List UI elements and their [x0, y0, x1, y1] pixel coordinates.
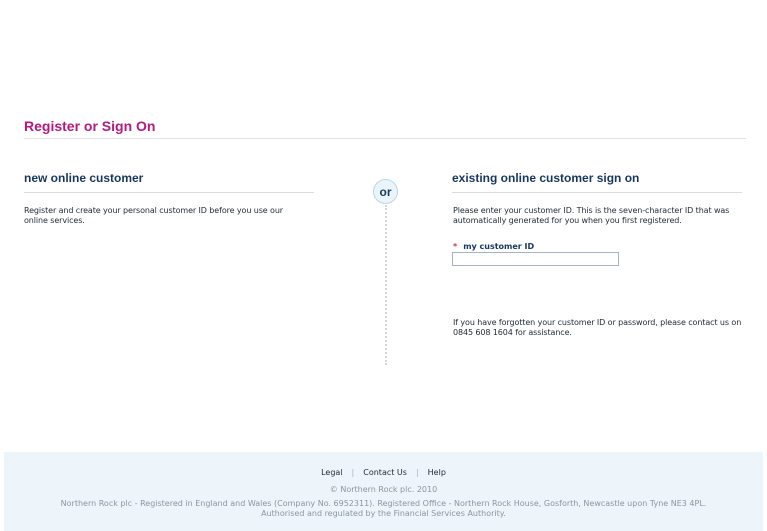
new-customer-divider	[24, 192, 314, 193]
customer-id-label-text: my customer ID	[463, 242, 535, 251]
footer-links	[4, 468, 763, 477]
existing-customer-heading: existing online customer sign on	[452, 171, 640, 185]
copyright-text: Northern Rock plc. 2010	[340, 485, 438, 494]
customer-id-input[interactable]	[452, 252, 619, 266]
forgotten-id-help-text: If you have forgotten your customer ID or password, please contact us on 0845 608 1604 for assistance.	[453, 318, 742, 337]
or-label: or	[379, 184, 392, 199]
footer-link-contact-us[interactable]: Contact Us	[363, 468, 407, 477]
footer-link-legal[interactable]: Legal	[321, 468, 343, 477]
title-divider	[24, 138, 746, 139]
new-customer-heading: new online customer	[24, 171, 144, 185]
or-badge	[373, 179, 398, 204]
footer-separator: |	[415, 468, 419, 477]
footer-separator: |	[351, 468, 355, 477]
footer-legal-line: Northern Rock plc - Registered in England and Wales (Company No. 6952311). Registered Office - Northern Rock House, Gosforth, Newcastle upon Tyne NE3 4PL.	[60, 499, 707, 508]
copyright-icon: ©	[329, 485, 338, 494]
customer-id-label	[453, 242, 534, 251]
required-marker: *	[453, 242, 458, 251]
footer	[4, 452, 763, 531]
footer-legal-line: Authorised and regulated by the Financial Services Authority.	[261, 509, 506, 518]
new-customer-description: Register and create your personal customer ID before you use our online services.	[24, 206, 283, 225]
footer-copyright	[4, 485, 763, 494]
existing-customer-divider	[452, 192, 742, 193]
page-title: Register or Sign On	[24, 118, 156, 134]
footer-link-help[interactable]: Help	[427, 468, 446, 477]
vertical-dotted-divider	[385, 205, 387, 365]
footer-legal-text	[4, 499, 763, 519]
existing-customer-description: Please enter your customer ID. This is the seven-character ID that was automatically generated for you when you first registered.	[453, 206, 730, 225]
